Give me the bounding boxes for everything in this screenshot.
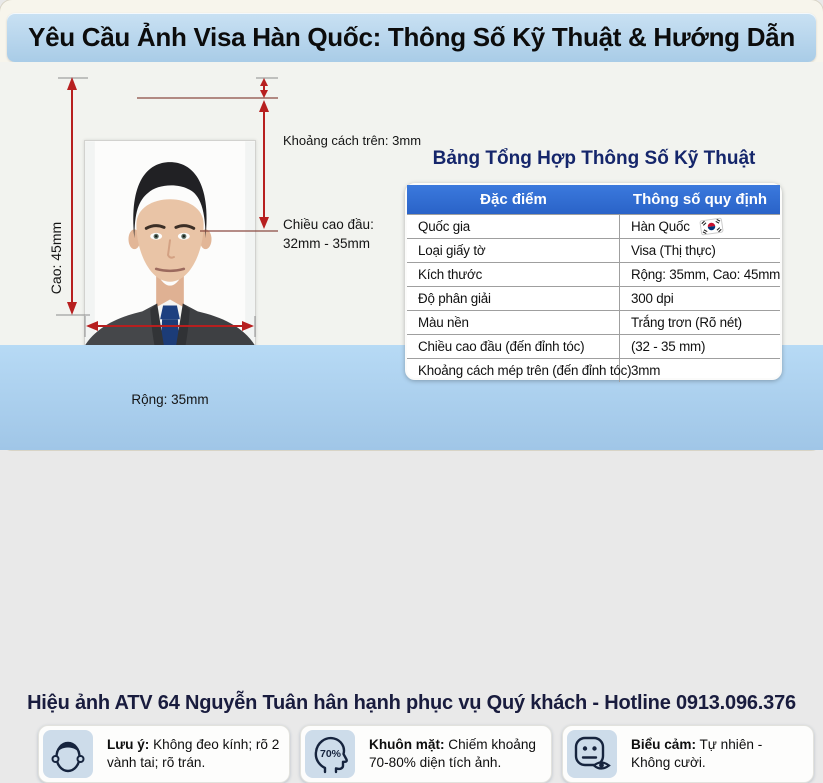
- note-box-bieu-cam: [562, 725, 814, 783]
- note-text: Lưu ý: Không đeo kính; rõ 2 vành tai; rõ trán.: [107, 737, 280, 770]
- title-band: [7, 13, 816, 62]
- head-height-label: Chiều cao đầu: 32mm - 35mm: [283, 217, 374, 251]
- neutral-face-icon: [570, 732, 614, 776]
- content-area: [0, 62, 823, 407]
- note-box-khuon-mat: [300, 725, 552, 783]
- top-margin-label: Khoảng cách trên: 3mm: [283, 133, 422, 148]
- col-header-value: Thông số quy định: [632, 191, 768, 208]
- table-row: Quốc gia Hàn Quốc: [407, 214, 780, 238]
- studio-banner: Hiệu ảnh ATV 64 Nguyễn Tuân hân hạnh phục vụ Quý khách - Hotline 0913.096.376: [27, 692, 796, 714]
- head-profile-icon: [308, 732, 352, 776]
- table-row: Chiều cao đầu (đến đỉnh tóc) (32 - 35 mm): [407, 334, 780, 358]
- table-row: Khoảng cách mép trên (đến đỉnh tóc) 3mm: [407, 358, 780, 382]
- sample-visa-photo: [84, 140, 256, 377]
- spec-table-title: Bảng Tổng Hợp Thông Số Kỹ Thuật: [432, 148, 756, 169]
- photo-width-label: Rộng: 35mm: [131, 392, 209, 407]
- page-title: Yêu Cầu Ảnh Visa Hàn Quốc: Thông Số Kỹ Thuật & Hướng Dẫn: [28, 22, 795, 52]
- note-box-luu-y: [38, 725, 290, 783]
- table-row: Màu nền Trắng trơn (Rõ nét): [407, 310, 780, 334]
- spec-table: [405, 183, 782, 380]
- table-row: Loại giấy tờ Visa (Thị thực): [407, 238, 780, 262]
- photo-height-label: Cao: 45mm: [48, 221, 64, 295]
- face-front-icon: [46, 732, 90, 776]
- table-row: Độ phân giải 300 dpi: [407, 286, 780, 310]
- spec-table-header: [407, 185, 780, 214]
- svg-text:70%: 70%: [320, 748, 342, 760]
- note-text: Khuôn mặt: Chiếm khoảng 70-80% diện tích ảnh.: [369, 737, 536, 770]
- portrait-photo: [85, 141, 255, 376]
- note-text: Biểu cảm: Tự nhiên - Không cười.: [631, 737, 763, 770]
- col-header-feature: Đặc điểm: [480, 191, 547, 208]
- south-korea-flag-icon: [699, 217, 724, 235]
- table-row: Kích thước Rộng: 35mm, Cao: 45mm: [407, 262, 780, 286]
